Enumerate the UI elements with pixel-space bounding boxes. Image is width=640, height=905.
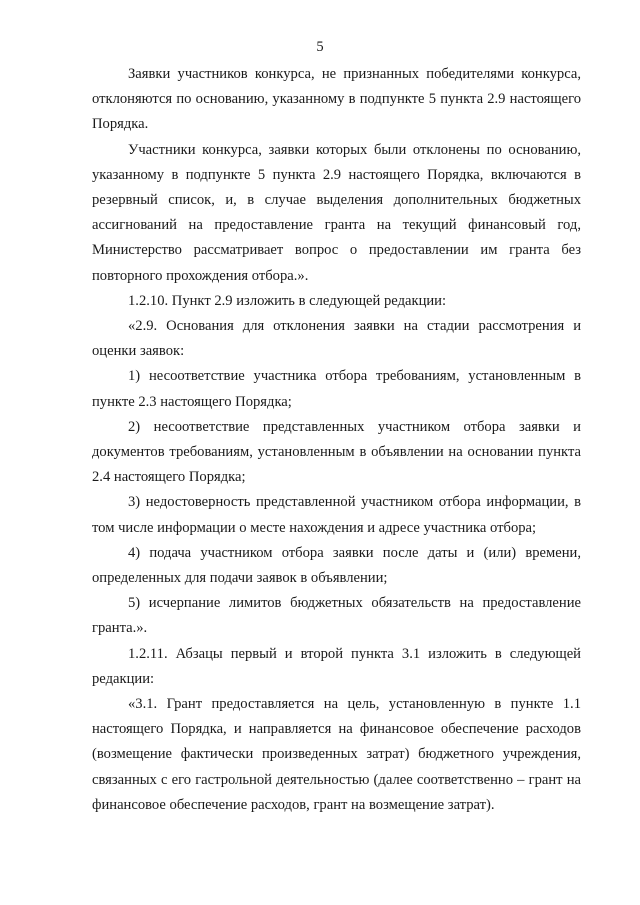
paragraph-reserve-list: Участники конкурса, заявки которых были отклонены по основанию, указанному в подпункте 5 пункта 2.9 настоящего Порядка, включаются в резервный список, и, в случае выделения дополнительных бюджетных ассигнований на предоставление гранта на текущий финансовый год, Министерство рассматривает вопрос о предоставлении им гранта без повторного прохождения отбора.». xyxy=(92,141,581,284)
document-body xyxy=(92,62,581,818)
paragraph-item-1-2-11: 1.2.11. Абзацы первый и второй пункта 3.1 изложить в следующей редакции: xyxy=(92,645,581,687)
list-item-1: 1) несоответствие участника отбора требованиям, установленным в пункте 2.3 настоящего Порядка; xyxy=(92,368,581,410)
list-item-5: 5) исчерпание лимитов бюджетных обязательств на предоставление гранта.». xyxy=(92,595,581,637)
paragraph-clause-3-1: «3.1. Грант предоставляется на цель, установленную в пункте 1.1 настоящего Порядка, и направляется на финансовое обеспечение расходов (возмещение фактически произведенных затрат) бюджетного учреждения, связанных с его гастрольной деятельностью (далее соответственно – грант на финансовое обеспечение расходов, грант на возмещение затрат). xyxy=(92,696,581,813)
list-item-2: 2) несоответствие представленных участником отбора заявки и документов требованиям, установленным в объявлении на основании пункта 2.4 настоящего Порядка; xyxy=(92,418,581,486)
paragraph-item-1-2-10: 1.2.10. Пункт 2.9 изложить в следующей редакции: xyxy=(128,292,447,309)
list-item-4: 4) подача участником отбора заявки после даты и (или) времени, определенных для подачи заявок в объявлении; xyxy=(92,544,581,587)
page-number: 5 xyxy=(316,39,324,55)
paragraph-rejected-applications: Заявки участников конкурса, не признанных победителями конкурса, отклоняются по основанию, указанному в подпункте 5 пункта 2.9 настоящего Порядка. xyxy=(92,66,581,133)
list-item-3: 3) недостоверность представленной участником отбора информации, в том числе информации о месте нахождения и адресе участника отбора; xyxy=(92,494,581,536)
paragraph-clause-2-9: «2.9. Основания для отклонения заявки на стадии рассмотрения и оценки заявок: xyxy=(92,318,581,360)
